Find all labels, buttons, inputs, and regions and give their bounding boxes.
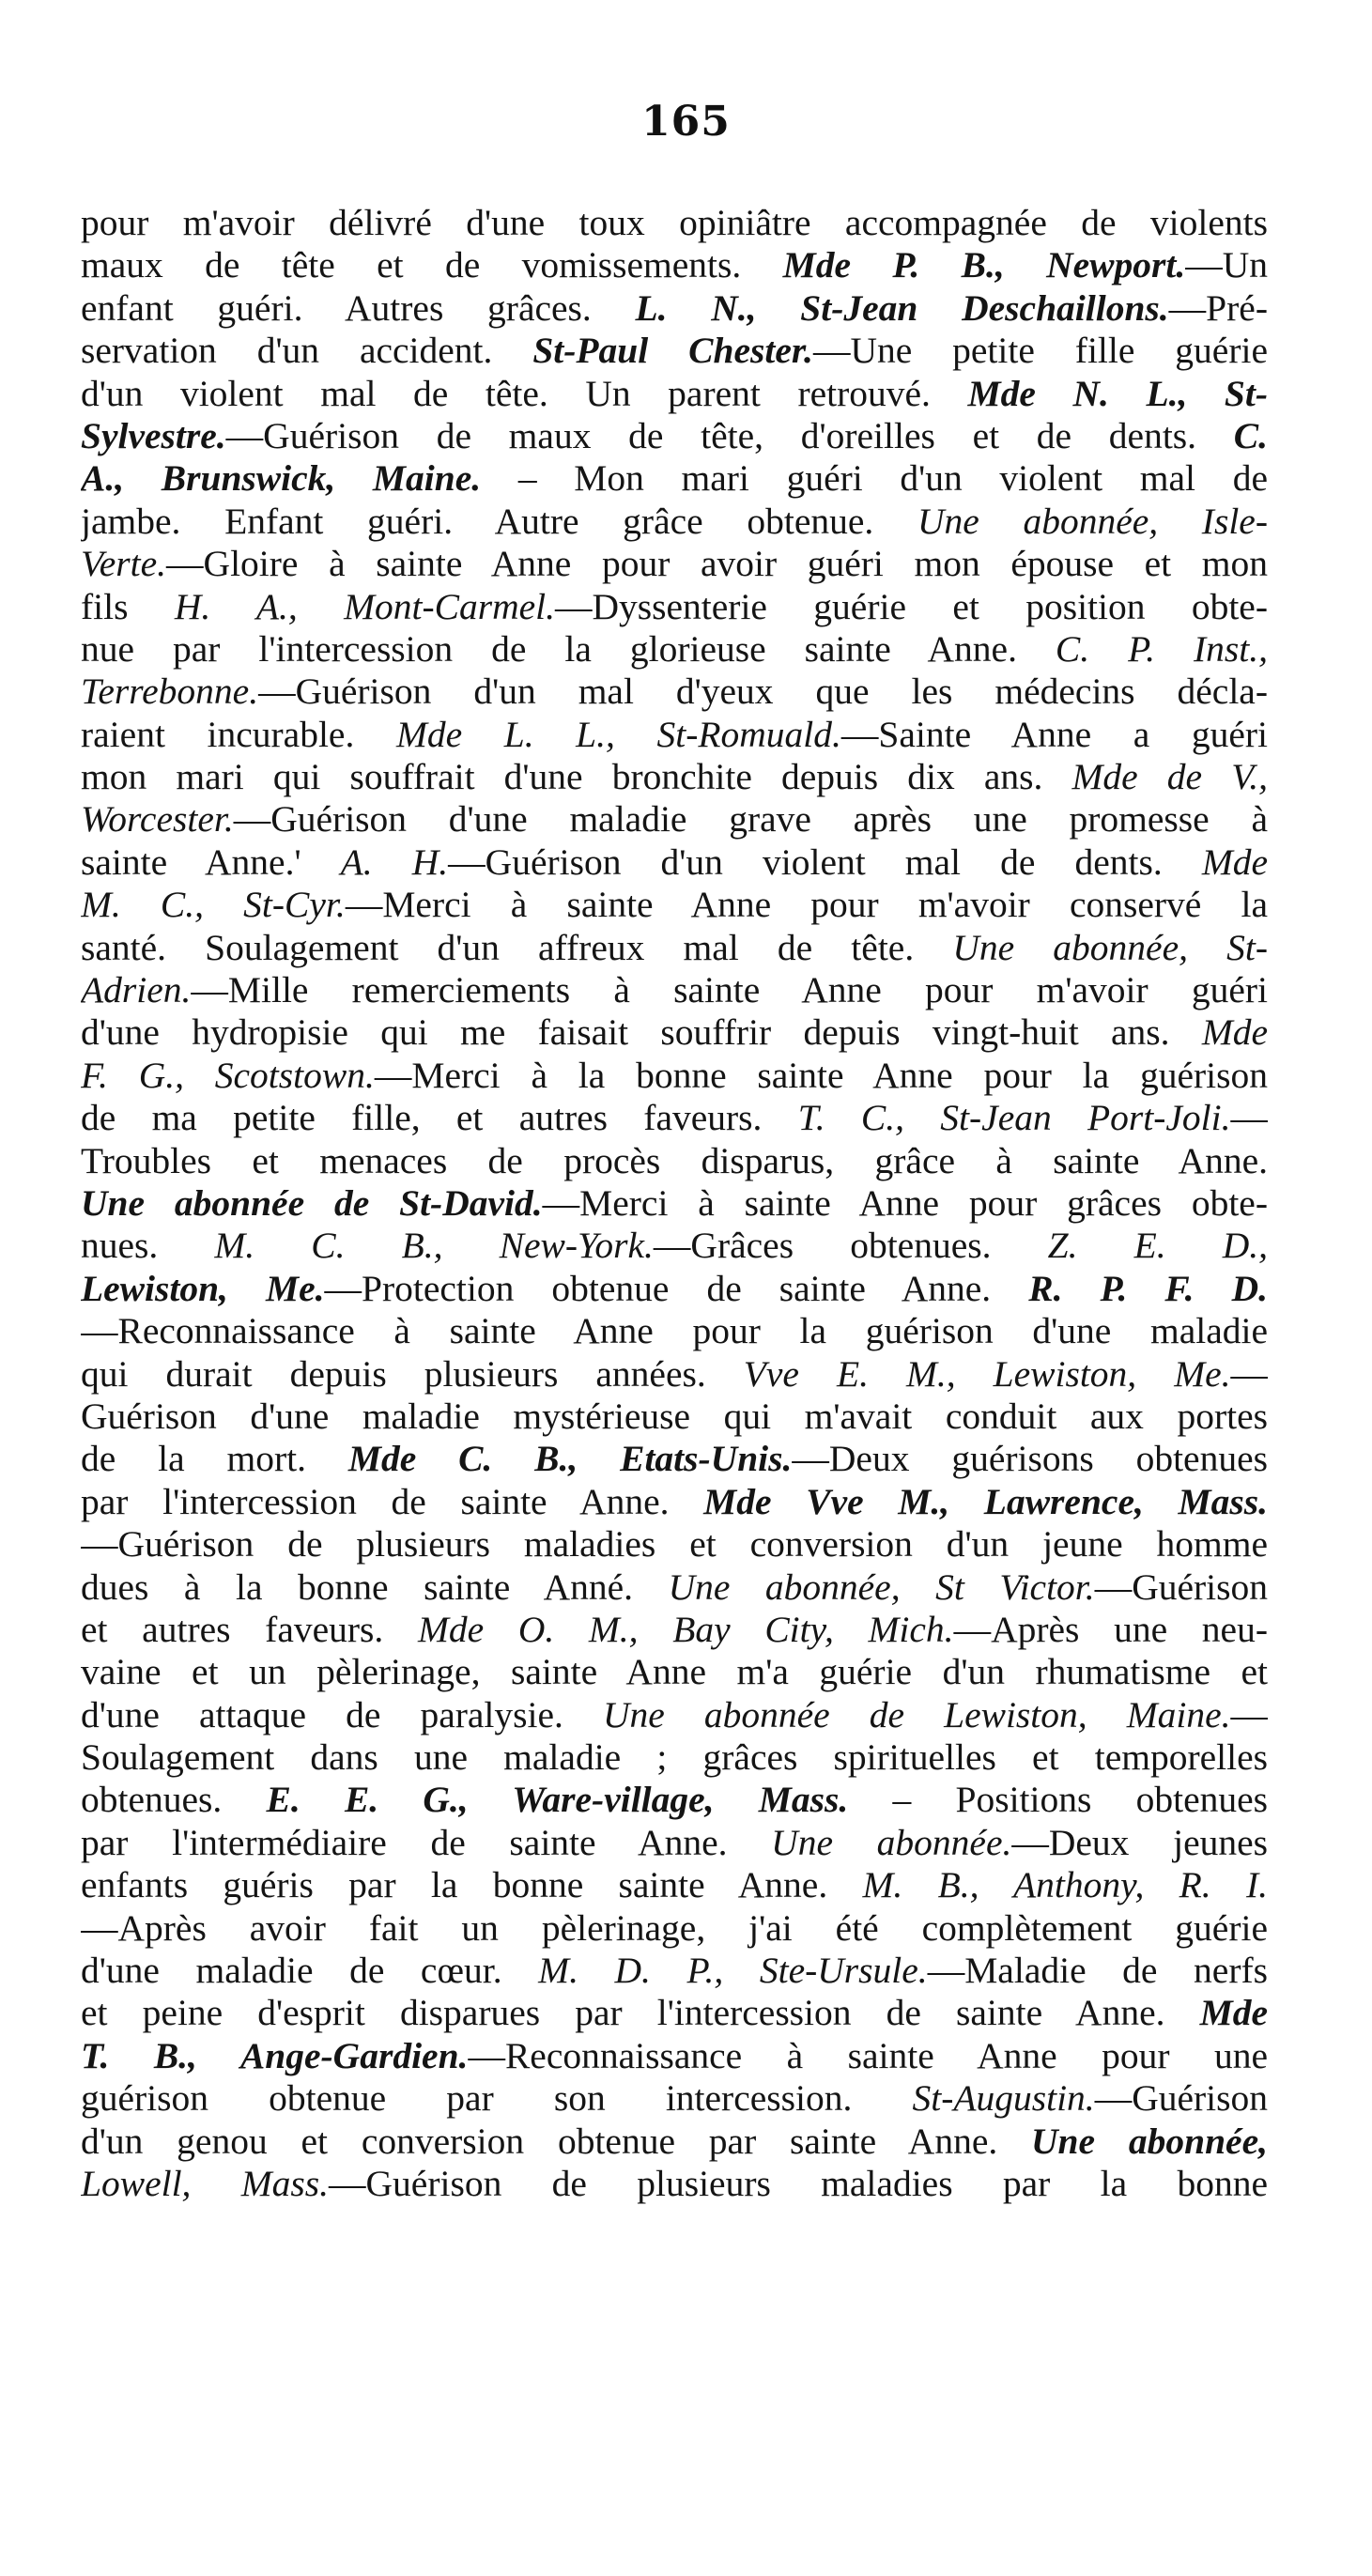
text-line [81, 2077, 1268, 2120]
text-line [81, 756, 1268, 798]
text-line [81, 1992, 1268, 2034]
text-segment: obtenues. [81, 1779, 267, 1821]
text-segment: —Merci à sainte Anne pour m'avoir conservé la [345, 884, 1268, 926]
text-line [81, 714, 1268, 756]
text-segment: —Guérison d'une maladie grave après une promesse à [233, 798, 1268, 841]
text-segment: —Merci à la bonne sainte Anne pour la guérison [374, 1054, 1268, 1096]
text-line [81, 1396, 1268, 1438]
text-segment: de ma petite fille, et autres faveurs. [81, 1097, 798, 1139]
text-line [81, 1011, 1268, 1054]
name-place-reference: Une abonnée, St Victor. [668, 1566, 1095, 1608]
text-segment: et autres faveurs. [81, 1608, 418, 1650]
name-place-reference: A. H. [340, 841, 449, 883]
text-segment: vaine et un pèlerinage, sainte Anne m'a guérie d'un rhumatisme et [81, 1651, 1268, 1693]
text-line [81, 1609, 1268, 1651]
text-line [81, 927, 1268, 969]
text-segment: pour m'avoir délivré d'une toux opiniâtre accompagnée de violents [81, 202, 1268, 243]
name-place-reference: Verte. [81, 543, 167, 585]
text-line [81, 1736, 1268, 1779]
text-segment: jambe. Enfant guéri. Autre grâce obtenue. [81, 500, 917, 542]
name-place-reference: Mde Vve M., Lawrence, Mass. [703, 1480, 1268, 1522]
text-segment: dues à la bonne sainte Anné. [81, 1566, 669, 1608]
text-segment: —Sainte Anne a guéri [840, 713, 1268, 755]
text-segment: —Maladie de nerfs [927, 1950, 1268, 1992]
text-line [81, 1140, 1268, 1182]
name-place-reference: T. B., Ange-Gardien. [81, 2034, 469, 2076]
text-segment: d'une hydropisie qui me faisait souffrir depuis vingt-huit ans. [81, 1011, 1202, 1054]
text-segment: nue par l'intercession de la glorieuse sainte Anne. [81, 627, 1056, 670]
text-segment: d'une attaque de paralysie. [81, 1693, 603, 1735]
text-segment: —Guérison d'un violent mal de dents. [448, 841, 1202, 883]
text-segment: —Gloire à sainte Anne pour avoir guéri mon épouse et mon [166, 543, 1268, 585]
text-segment: d'un violent mal de tête. Un parent retrouvé. [81, 372, 968, 414]
name-place-reference: Une abonnée de Lewiston, Maine. [602, 1693, 1231, 1735]
text-line [81, 1822, 1268, 1864]
text-line [81, 330, 1268, 372]
text-line [81, 1353, 1268, 1396]
text-segment: —Deux guérisons obtenues [792, 1438, 1268, 1480]
text-segment: — [1230, 1352, 1268, 1395]
text-line [81, 244, 1268, 286]
text-line [81, 884, 1268, 926]
text-segment: — [1230, 1693, 1268, 1735]
text-segment: —Guérison de plusieurs maladies par la bonne [329, 2162, 1268, 2204]
name-place-reference: L. N., St-Jean Deschaillons. [635, 286, 1169, 329]
text-segment: sainte Anne.' [81, 841, 341, 883]
text-segment: servation d'un accident. [81, 330, 533, 372]
text-line [81, 1055, 1268, 1097]
text-segment: santé. Soulagement d'un affreux mal de tête. [81, 926, 953, 968]
text-line [81, 1481, 1268, 1523]
text-segment: —Une petite fille guérie [812, 330, 1268, 372]
text-line [81, 1097, 1268, 1139]
text-line [81, 1779, 1268, 1821]
name-place-reference: Mde P. B., Newport. [782, 244, 1186, 286]
name-place-reference: Mde O. M., Bay City, Mich. [417, 1608, 954, 1650]
page-number: 165 [641, 98, 731, 146]
text-segment: raient incurable. [81, 713, 396, 755]
text-segment: —Un [1185, 244, 1268, 286]
text-line [81, 1182, 1268, 1225]
name-place-reference: Une abonnée, [1031, 2120, 1268, 2162]
name-place-reference: Sylvestre. [81, 414, 226, 456]
text-line [81, 1950, 1268, 1992]
text-segment: de la mort. [81, 1438, 348, 1480]
text-line [81, 1651, 1268, 1693]
text-line [81, 202, 1268, 244]
text-line [81, 586, 1268, 628]
text-line [81, 1907, 1268, 1950]
text-segment: maux de tête et de vomissements. [81, 244, 783, 286]
text-segment: Guérison d'une maladie mystérieuse qui m'avait conduit aux portes [81, 1395, 1268, 1437]
text-line [81, 2035, 1268, 2077]
text-line [81, 1864, 1268, 1906]
text-line [81, 671, 1268, 713]
name-place-reference: Mde [1201, 1011, 1268, 1054]
text-line [81, 415, 1268, 457]
text-segment: – Mon mari guéri d'un violent mal de [481, 457, 1268, 500]
text-line [81, 798, 1268, 841]
text-segment: —Guérison d'un mal d'yeux que les médecins décla- [258, 671, 1268, 713]
text-line [81, 1523, 1268, 1566]
text-segment: nues. [81, 1225, 215, 1267]
name-place-reference: A., Brunswick, Maine. [81, 457, 482, 500]
text-segment: et peine d'esprit disparues par l'intercession de sainte Anne. [81, 1992, 1200, 2034]
name-place-reference: M. C., St-Cyr. [81, 884, 346, 926]
text-line [81, 287, 1268, 330]
name-place-reference: M. D. P., Ste-Ursule. [538, 1950, 928, 1992]
name-place-reference: Une abonnée, St- [952, 926, 1268, 968]
text-line [81, 1310, 1268, 1352]
text-line [81, 457, 1268, 500]
text-line [81, 1225, 1268, 1267]
text-line [81, 373, 1268, 415]
text-segment: —Après avoir fait un pèlerinage, j'ai été complètement guérie [81, 1906, 1268, 1949]
text-segment: par l'intercession de sainte Anne. [81, 1480, 704, 1522]
text-segment: —Dyssenterie guérie et position obte- [555, 585, 1268, 627]
text-segment: enfants guéris par la bonne sainte Anne. [81, 1864, 863, 1906]
text-segment: —Guérison de maux de tête, d'oreilles et de dents. [225, 414, 1234, 456]
text-segment: —Reconnaissance à sainte Anne pour une [468, 2034, 1268, 2076]
text-segment: Troubles et menaces de procès disparus, grâce à sainte Anne. [81, 1139, 1268, 1181]
text-segment: Soulagement dans une maladie ; grâces spirituelles et temporelles [81, 1736, 1268, 1779]
name-place-reference: M. B., Anthony, R. I. [862, 1864, 1268, 1906]
text-segment: par l'intermédiaire de sainte Anne. [81, 1821, 772, 1863]
text-segment: — [1230, 1097, 1268, 1139]
text-line [81, 841, 1268, 884]
name-place-reference: Adrien. [81, 969, 192, 1011]
text-segment: —Pré- [1168, 286, 1268, 329]
text-segment: —Après une neu- [953, 1608, 1268, 1650]
text-segment: —Guérison [1094, 1566, 1268, 1608]
text-segment: qui durait depuis plusieurs années. [81, 1352, 744, 1395]
text-segment: – Positions obtenues [848, 1779, 1268, 1821]
text-segment: —Guérison [1094, 2077, 1268, 2120]
text-line [81, 1694, 1268, 1736]
testimonials-paragraph [81, 202, 1268, 2205]
name-place-reference: C. P. Inst., [1055, 627, 1268, 670]
name-place-reference: Terrebonne. [81, 671, 259, 713]
name-place-reference: H. A., Mont-Carmel. [174, 585, 555, 627]
name-place-reference: R. P. F. D. [1028, 1267, 1268, 1309]
text-line [81, 969, 1268, 1011]
text-line [81, 1566, 1268, 1609]
name-place-reference: Worcester. [81, 798, 234, 841]
text-line [81, 628, 1268, 671]
name-place-reference: T. C., St-Jean Port-Joli. [797, 1097, 1231, 1139]
text-segment: —Protection obtenue de sainte Anne. [324, 1267, 1029, 1309]
name-place-reference: St-Paul Chester. [532, 330, 813, 372]
name-place-reference: Une abonnée, Isle- [917, 500, 1268, 542]
text-segment: —Grâces obtenues. [653, 1225, 1048, 1267]
name-place-reference: Mde N. L., St- [967, 372, 1268, 414]
name-place-reference: Mde [1201, 841, 1268, 883]
name-place-reference: Une abonnée. [771, 1821, 1012, 1863]
text-line [81, 2163, 1268, 2205]
text-segment: —Deux jeunes [1011, 1821, 1268, 1863]
name-place-reference: Mde C. B., Etats-Unis. [347, 1438, 793, 1480]
name-place-reference: Lewiston, Me. [81, 1267, 325, 1309]
text-segment: mon mari qui souffrait d'une bronchite depuis dix ans. [81, 756, 1072, 798]
name-place-reference: Mde de V., [1071, 756, 1268, 798]
name-place-reference: M. C. B., New-York. [214, 1225, 654, 1267]
name-place-reference: Z. E. D., [1047, 1225, 1268, 1267]
name-place-reference: Vve E. M., Lewiston, Me. [743, 1352, 1231, 1395]
name-place-reference: C. [1233, 414, 1268, 456]
name-place-reference: St-Augustin. [912, 2077, 1095, 2120]
name-place-reference: Une abonnée de St-David. [81, 1181, 543, 1224]
text-segment: d'un genou et conversion obtenue par sainte Anne. [81, 2120, 1032, 2162]
text-segment: enfant guéri. Autres grâces. [81, 286, 636, 329]
text-line [81, 501, 1268, 543]
name-place-reference: Mde [1199, 1992, 1268, 2034]
name-place-reference: F. G., Scotstown. [81, 1054, 375, 1096]
text-segment: d'une maladie de cœur. [81, 1950, 539, 1992]
name-place-reference: Lowell, Mass. [81, 2162, 330, 2204]
name-place-reference: Mde L. L., St-Romuald. [395, 713, 841, 755]
text-line [81, 1268, 1268, 1310]
text-segment: —Reconnaissance à sainte Anne pour la guérison d'une maladie [81, 1310, 1268, 1352]
text-segment: —Merci à sainte Anne pour grâces obte- [542, 1181, 1268, 1224]
text-line [81, 1438, 1268, 1480]
text-segment: guérison obtenue par son intercession. [81, 2077, 913, 2120]
text-segment: fils [81, 585, 175, 627]
text-segment: —Mille remerciements à sainte Anne pour m'avoir guéri [191, 969, 1268, 1011]
text-line [81, 543, 1268, 585]
text-segment: —Guérison de plusieurs maladies et conversion d'un jeune homme [81, 1523, 1268, 1566]
text-line [81, 2121, 1268, 2163]
name-place-reference: E. E. G., Ware-village, Mass. [266, 1779, 849, 1821]
